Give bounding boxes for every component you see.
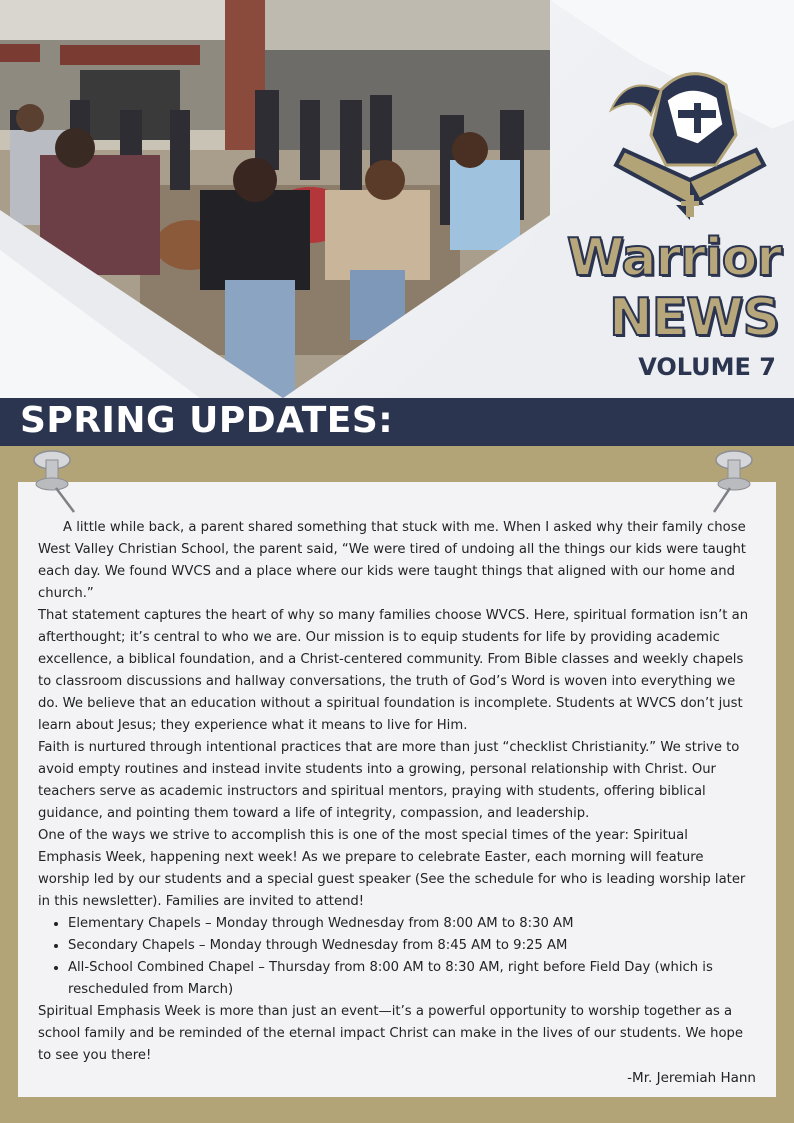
article-paragraph: One of the ways we strive to accomplish this is one of the most special times of the year: Spiritual Emphasis Week, happening next week! As we prepare to celebrate Easter, each morning will feature worship led by our students and a special guest speaker (See the schedule for who is leading worship later in this newsletter). Families are invited to attend! <box>38 828 746 909</box>
masthead <box>0 0 794 398</box>
list-item: • All-School Combined Chapel – Thursday from 8:00 AM to 8:30 AM, right before Field Day (which is rescheduled from March) <box>68 957 754 1001</box>
section-banner <box>0 398 794 446</box>
article-body <box>38 517 754 1067</box>
list-item: • Secondary Chapels – Monday through Wednesday from 8:45 AM to 9:25 AM <box>68 935 754 957</box>
volume-label: VOLUME 7 <box>638 353 776 381</box>
chapel-schedule-list <box>38 913 754 1001</box>
author-signature: -Mr. Jeremiah Hann <box>627 1070 756 1086</box>
article-closing: Spiritual Emphasis Week is more than just an event—it’s a powerful opportunity to worship together as a school family and be reminded of the eternal impact Christ can make in the lives of our students. We hope to see you there! <box>38 1004 744 1063</box>
newsletter-title-warrior: Warrior <box>566 228 781 288</box>
section-heading: SPRING UPDATES: <box>20 400 394 441</box>
pushpin-icon <box>702 446 762 516</box>
article-paragraph: A little while back, a parent shared something that stuck with me. When I asked why their family chose West Valley Christian School, the parent said, “We were tired of undoing all the things our kids were taught each day. We found WVCS and a place where our kids were taught things that aligned with our home and church.” <box>38 520 746 601</box>
newsletter-title-news: NEWS <box>609 288 779 348</box>
article-paragraph: Faith is nurtured through intentional practices that are more than just “checklist Christianity.” We strive to avoid empty routines and instead invite students into a growing, personal relationship with Christ. Our teachers serve as academic instructors and spiritual mentors, praying with students, offering biblical guidance, and pointing them toward a life of integrity, compassion, and leadership. <box>38 740 740 821</box>
school-logo <box>606 55 774 225</box>
pushpin-icon <box>24 446 84 516</box>
list-item: • Elementary Chapels – Monday through Wednesday from 8:00 AM to 8:30 AM <box>68 913 754 935</box>
article-paragraph: That statement captures the heart of why so many families choose WVCS. Here, spiritual formation isn’t an afterthought; it’s central to who we are. Our mission is to equip students for life by providing academic excellence, a biblical foundation, and a Christ-centered community. From Bible classes and weekly chapels to classroom discussions and hallway conversations, the truth of God’s Word is woven into everything we do. We believe that an education without a spiritual foundation is incomplete. Students at WVCS don’t just learn about Jesus; they experience what it means to live for Him. <box>38 608 749 733</box>
